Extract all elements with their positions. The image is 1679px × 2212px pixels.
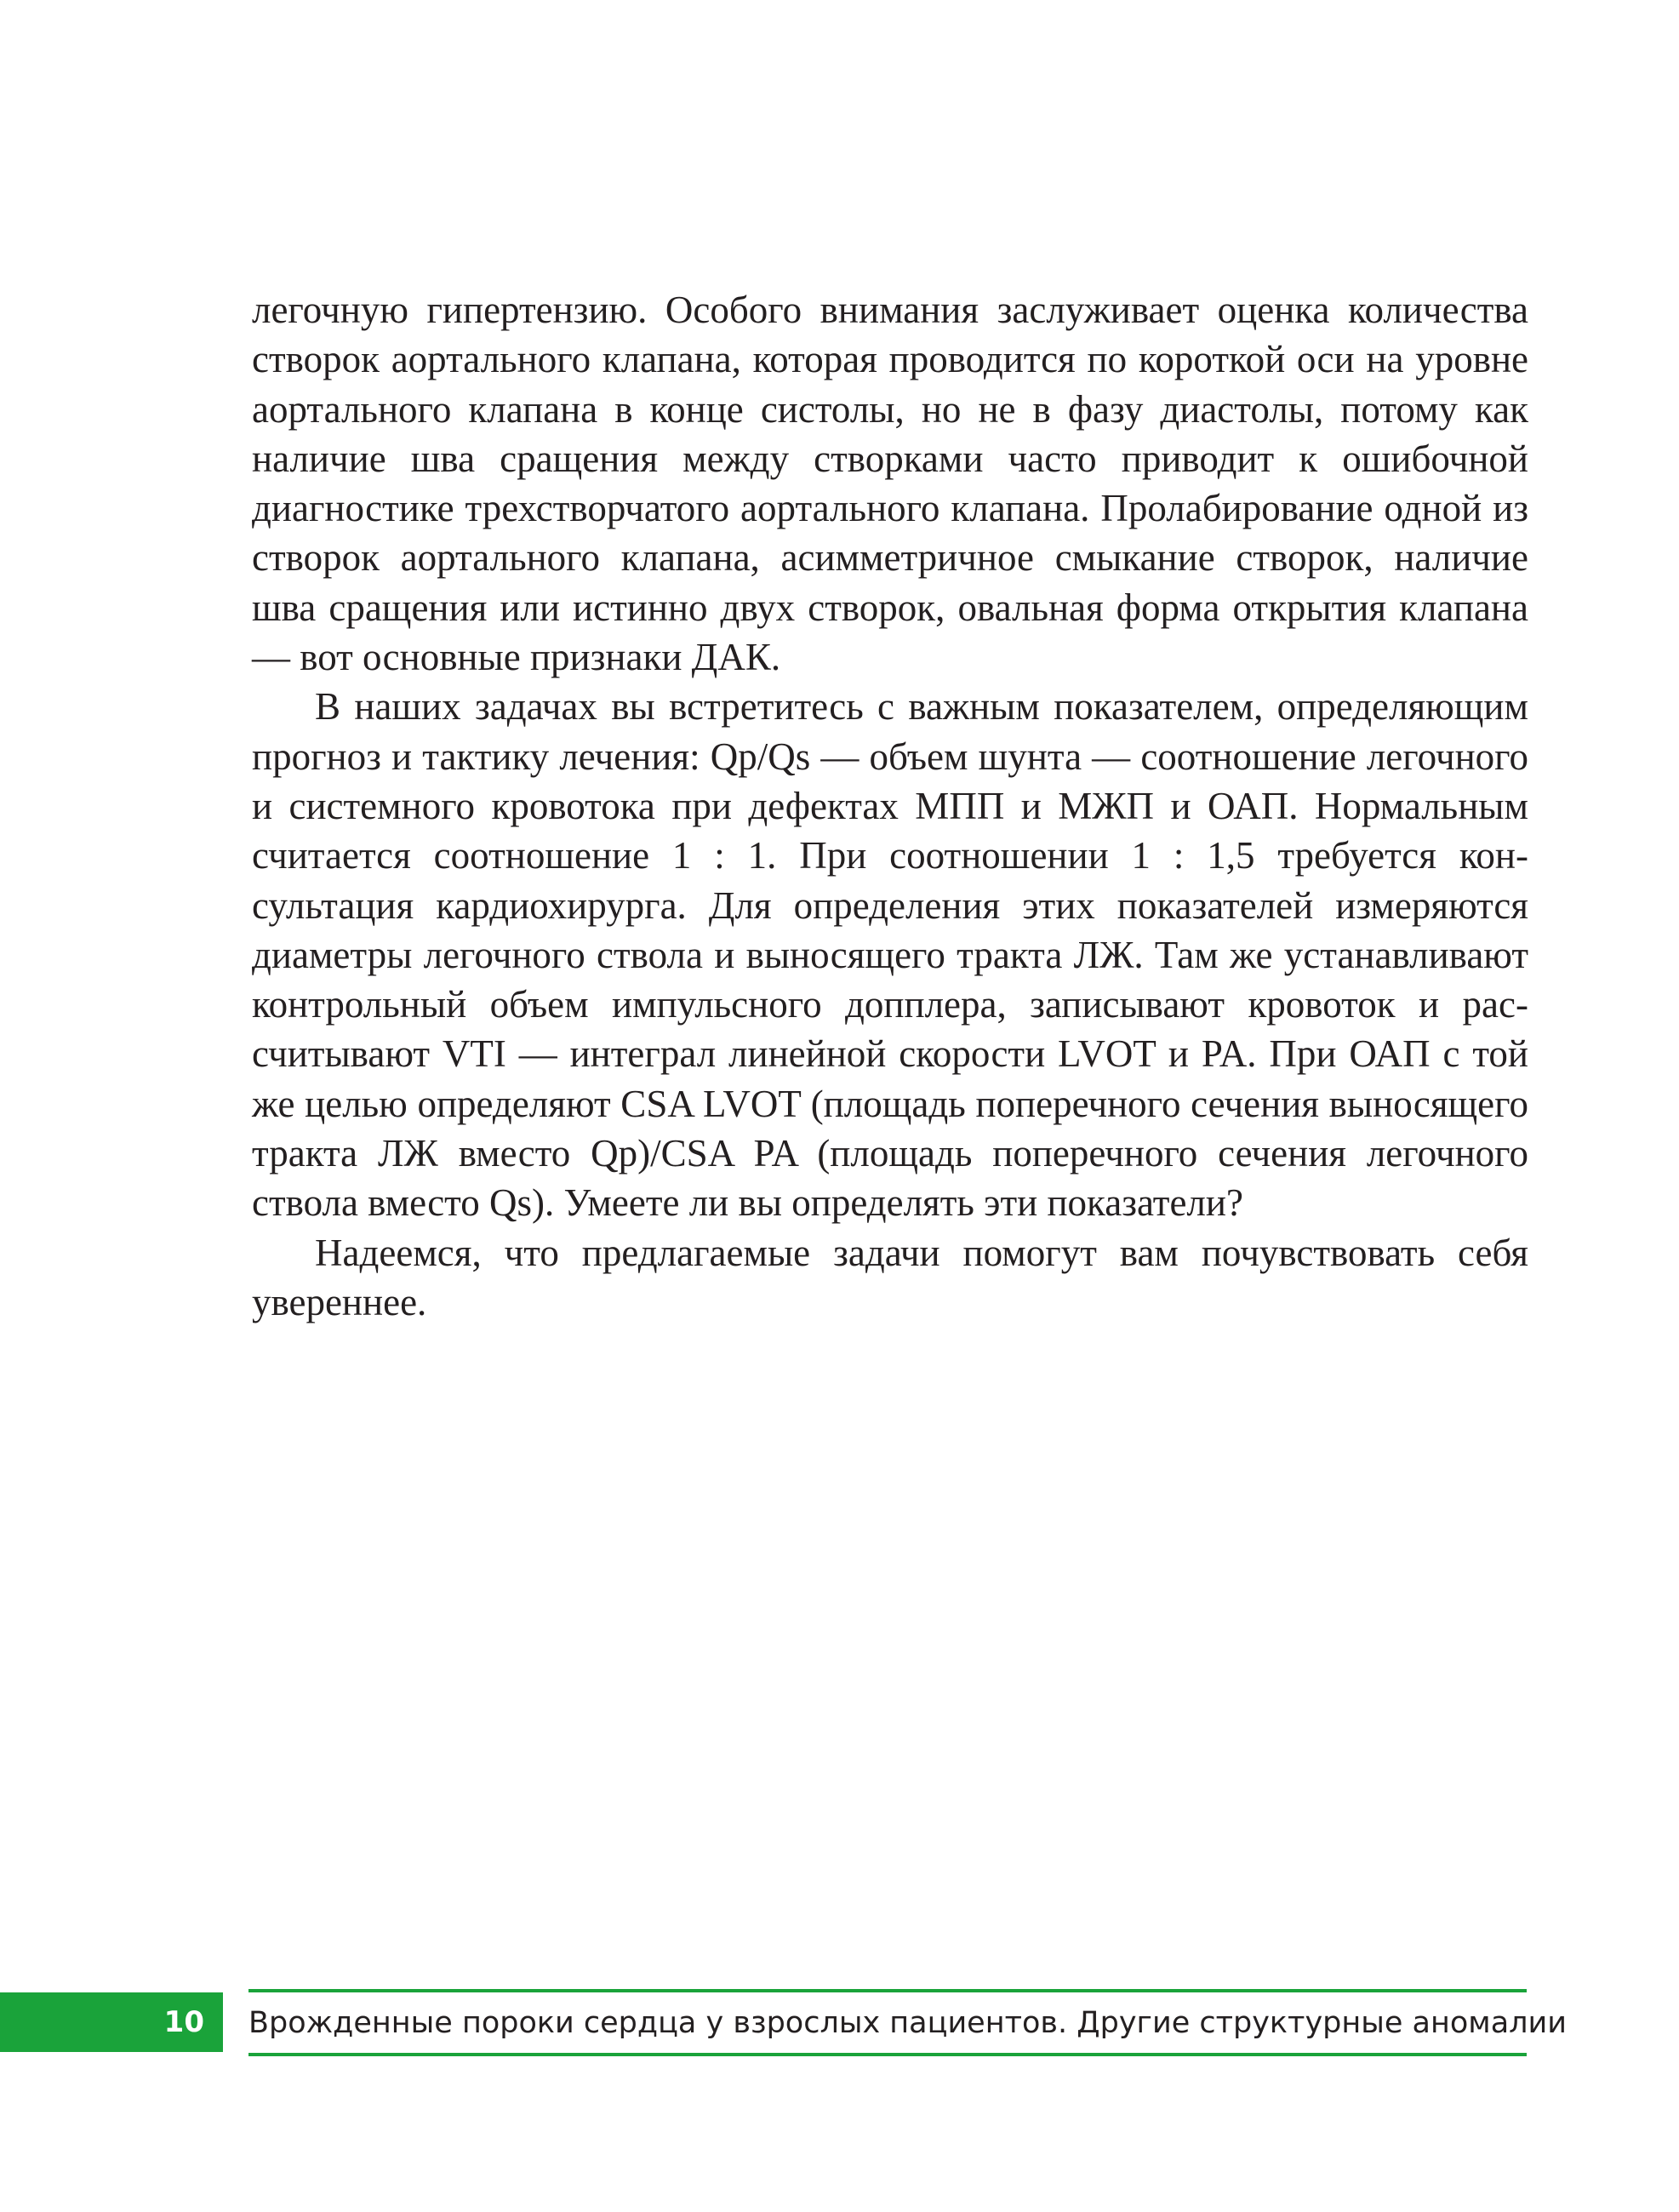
footer-rule-top [248,1989,1527,1992]
running-title: Врожденные пороки сердца у взрослых пациентов. Другие структурные аномалии [248,2006,1568,2040]
paragraph-qp-qs: В наших задачах вы встретитесь с важным показателем, определяющим прогноз и тактику лечения: Qp/Qs — объем шунта — соотношение легочного и системного кровотока при дефектах МПП и МЖП и ОАП. Нормальным считается соотношение 1 : 1. При соотношении 1 : 1,5 требуется консультация кардиохирурга. Для определения этих показателей измеряются диаметры легочного ствола и выносящего тракта ЛЖ. Там же устанавливают контрольный объем импульсного допплера, записывают кровоток и рассчитывают VTI — интеграл линейной скорости LVOT и PA. При ОАП с той же целью определяют CSA LVOT (площадь поперечного сечения выносящего тракта ЛЖ вместо Qp)/CSA PA (площадь поперечного сечения легочного ствола вместо Qs). Умеете ли вы определять эти показатели? [252,685,1528,1225]
page-body [252,285,1528,1327]
paragraph-closing: Надеемся, что предлагаемые задачи помогут вам почувствовать себя увереннее. [252,1231,1528,1323]
paragraph-continuation: легочную гипертензию. Особого внимания заслуживает оценка количества створок аортального клапана, которая проводится по короткой оси на уровне аортального клапана в конце систолы, но не в фазу диастолы, потому как наличие шва сращения между створками часто приводит к ошибочной диагностике трехстворчатого аортального клапана. Пролабирование одной из створок аортального клапана, асимметричное смыкание створок, наличие шва сращения или истинно двух створок, овальная форма открытия клапана — вот основные признаки ДАК. [252,289,1528,679]
footer-rule-bottom [248,2053,1527,2056]
page-number: 10 [163,2005,204,2039]
page-number-tab [0,1992,223,2052]
